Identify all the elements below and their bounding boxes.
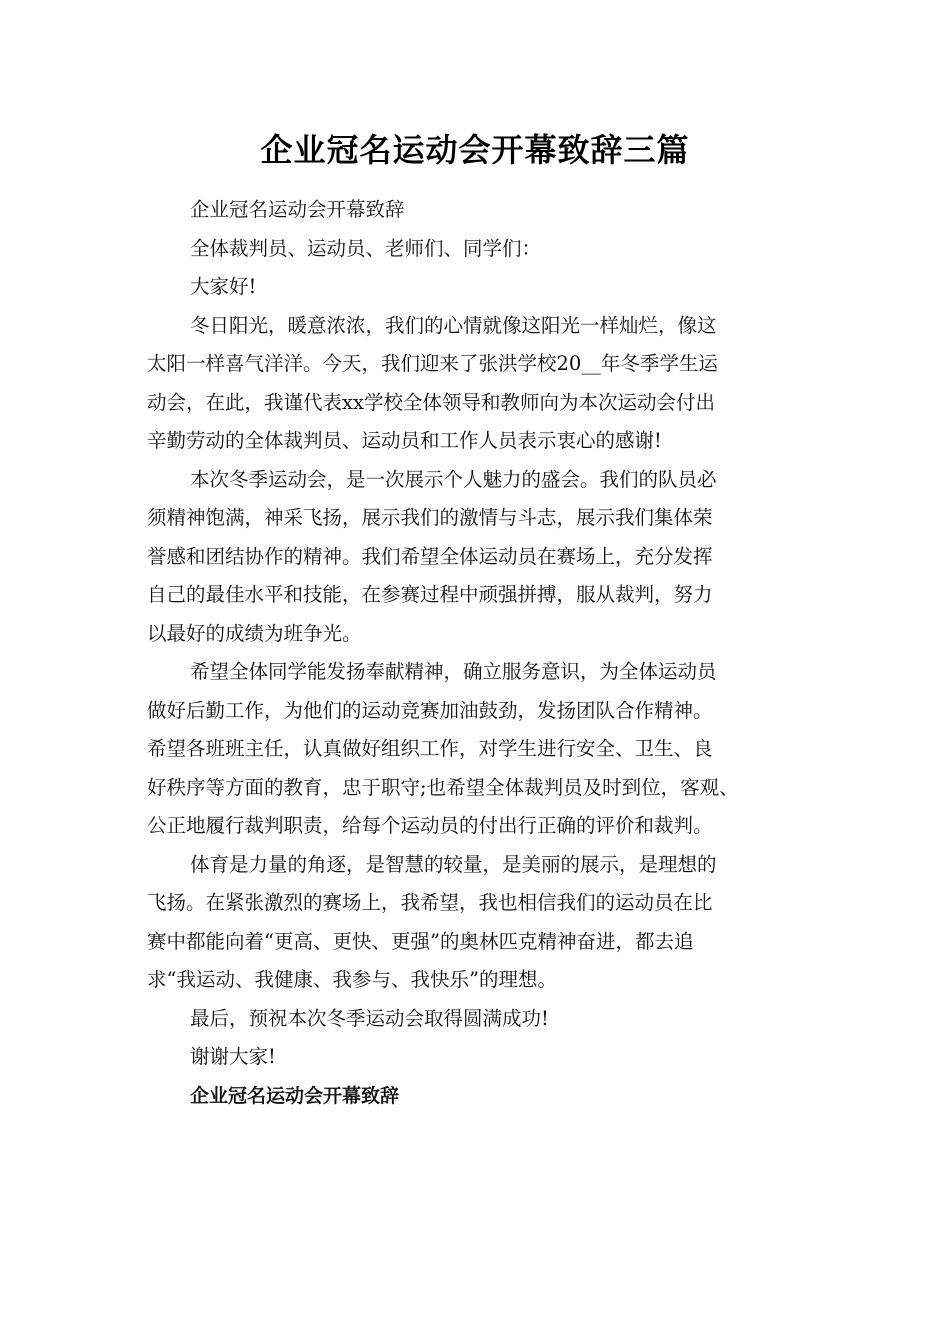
text-line: 公正地履行裁判职责，给每个运动员的付出行正确的评价和裁判。 — [147, 814, 713, 837]
text-line: 本次冬季运动会，是一次展示个人魅力的盛会。我们的队员必 — [190, 467, 717, 491]
text-line: 希望各班班主任，认真做好组织工作，对学生进行安全、卫生、良 — [147, 737, 713, 760]
text-line: 赛中都能向着“更高、更快、更强”的奥林匹克精神奋进，都去追 — [147, 929, 694, 953]
document-title: 企业冠名运动会开幕致辞三篇 — [260, 131, 690, 169]
text-line: 最后，预祝本次冬季运动会取得圆满成功! — [190, 1006, 549, 1030]
paragraph-students-teachers — [147, 653, 815, 846]
text-line: 大家好! — [190, 275, 257, 298]
text-line: 求“我运动、我健康、我参与、我快乐”的理想。 — [147, 968, 557, 991]
text-line: 希望全体同学能发扬奉献精神，确立服务意识，为全体运动员 — [190, 660, 717, 683]
text-line: 须精神饱满，神采飞扬，展示我们的激情与斗志，展示我们集体荣 — [147, 506, 713, 529]
paragraph-athletes — [147, 461, 815, 654]
paragraph-thanks — [147, 1038, 815, 1077]
text-line: 做好后勤工作，为他们的运动竞赛加油鼓劲，发扬团队合作精神。 — [147, 698, 713, 722]
text-line: 冬日阳光，暖意浓浓，我们的心情就像这阳光一样灿烂，像这 — [190, 313, 717, 337]
text-line: 飞扬。在紧张激烈的赛场上，我希望，我也相信我们的运动员在比 — [147, 891, 713, 914]
paragraph-greeting — [147, 268, 815, 307]
paragraph-salutation — [147, 230, 815, 269]
text-line: 自己的最佳水平和技能，在参赛过程中顽强拼搏，服从裁判，努力 — [147, 583, 713, 606]
paragraph-sports-spirit — [147, 846, 815, 1000]
text-line: 企业冠名运动会开幕致辞 — [190, 198, 405, 221]
text-line: 太阳一样喜气洋洋。今天，我们迎来了张洪学校20__年冬季学生运 — [147, 352, 718, 375]
section-heading — [147, 1077, 815, 1116]
text-line: 体育是力量的角逐，是智慧的较量，是美丽的展示，是理想的 — [190, 852, 717, 876]
document-body — [147, 191, 815, 1115]
text-line: 誉感和团结协作的精神。我们希望全体运动员在赛场上，充分发挥 — [147, 544, 713, 568]
paragraph-wish — [147, 1000, 815, 1039]
paragraph-opening — [147, 307, 815, 461]
section-heading-text: 企业冠名运动会开幕致辞 — [190, 1084, 400, 1107]
text-line: 动会，在此，我谨代表xx学校全体领导和教师向为本次运动会付出 — [147, 390, 715, 414]
text-line: 辛勤劳动的全体裁判员、运动员和工作人员表示衷心的感谢! — [147, 429, 662, 452]
text-line: 谢谢大家! — [190, 1045, 276, 1068]
text-line: 全体裁判员、运动员、老师们、同学们： — [190, 236, 542, 260]
text-line: 好秩序等方面的教育，忠于职守;也希望全体裁判员及时到位，客观、 — [147, 775, 739, 799]
paragraph-subtitle — [147, 191, 815, 230]
text-line: 以最好的成绩为班争光。 — [147, 621, 362, 645]
